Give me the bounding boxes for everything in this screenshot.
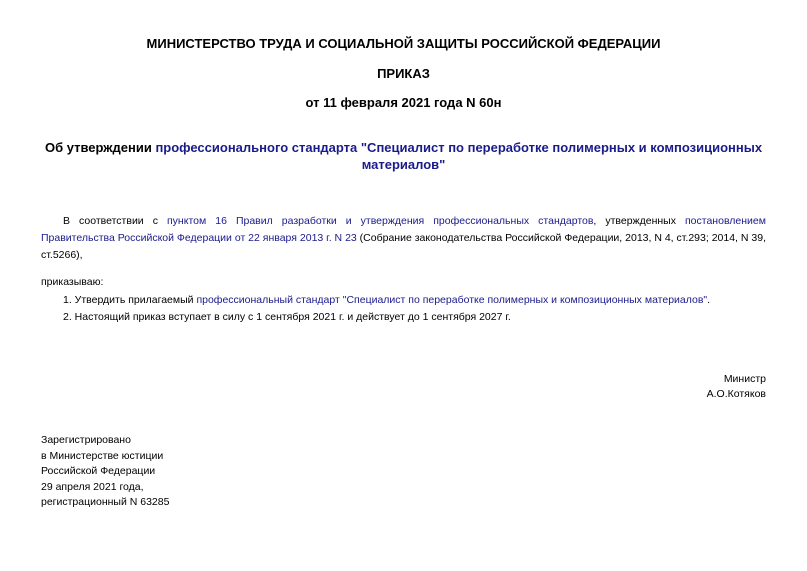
order-item-1-text: 1. Утвердить прилагаемый [63, 294, 197, 306]
document-date-number: от 11 февраля 2021 года N 60н [305, 95, 502, 110]
preamble-paragraph [41, 213, 766, 264]
order-item-1 [63, 292, 710, 309]
title-prefix: Об утверждении [44, 140, 156, 155]
ministry-heading: МИНИСТЕРСТВО ТРУДА И СОЦИАЛЬНОЙ ЗАЩИТЫ РОССИЙСКОЙ ФЕДЕРАЦИИ [146, 36, 661, 51]
signature-name: А.О.Котяков [706, 388, 766, 400]
professional-standard-link[interactable]: профессиональный стандарт "Специалист по переработке полимерных и композиционных материалов" [196, 294, 708, 306]
preamble-text-1: В соответствии с [63, 215, 167, 227]
registration-line-1: Зарегистрировано [41, 434, 131, 446]
preamble-text-2: , утвержденных [593, 215, 685, 227]
document-title [40, 139, 767, 173]
document-type: ПРИКАЗ [377, 66, 430, 81]
rules-clause-16-link[interactable]: пунктом 16 Правил разработки и утверждения профессиональных стандартов [167, 215, 594, 227]
order-item-2-text: 2. Настоящий приказ вступает в силу с 1 сентября 2021 г. и действует до 1 сентября 2027 г. [63, 311, 511, 323]
registration-line-4: 29 апреля 2021 года, [41, 480, 144, 493]
order-word: приказываю: [41, 276, 104, 288]
order-item-1-end: . [707, 294, 711, 306]
professional-standard-title-link[interactable]: профессионального стандарта "Специалист по переработке полимерных и композиционных материалов" [155, 140, 763, 172]
registration-line-2: в Министерстве юстиции [41, 449, 164, 462]
registration-line-5: регистрационный N 63285 [41, 496, 170, 508]
government-resolution-link[interactable]: постановлением Правительства Российской Федерации от 22 января 2013 г. N 23 [41, 215, 766, 244]
preamble-text-3: (Собрание законодательства Российской Федерации, 2013, N 4, ст.293; 2014, N 39, ст.5266), [41, 232, 766, 261]
order-item-2 [63, 309, 511, 326]
signature-position: Министр [723, 373, 766, 385]
registration-line-3: Российской Федерации [41, 465, 156, 477]
registration-block [41, 433, 169, 511]
